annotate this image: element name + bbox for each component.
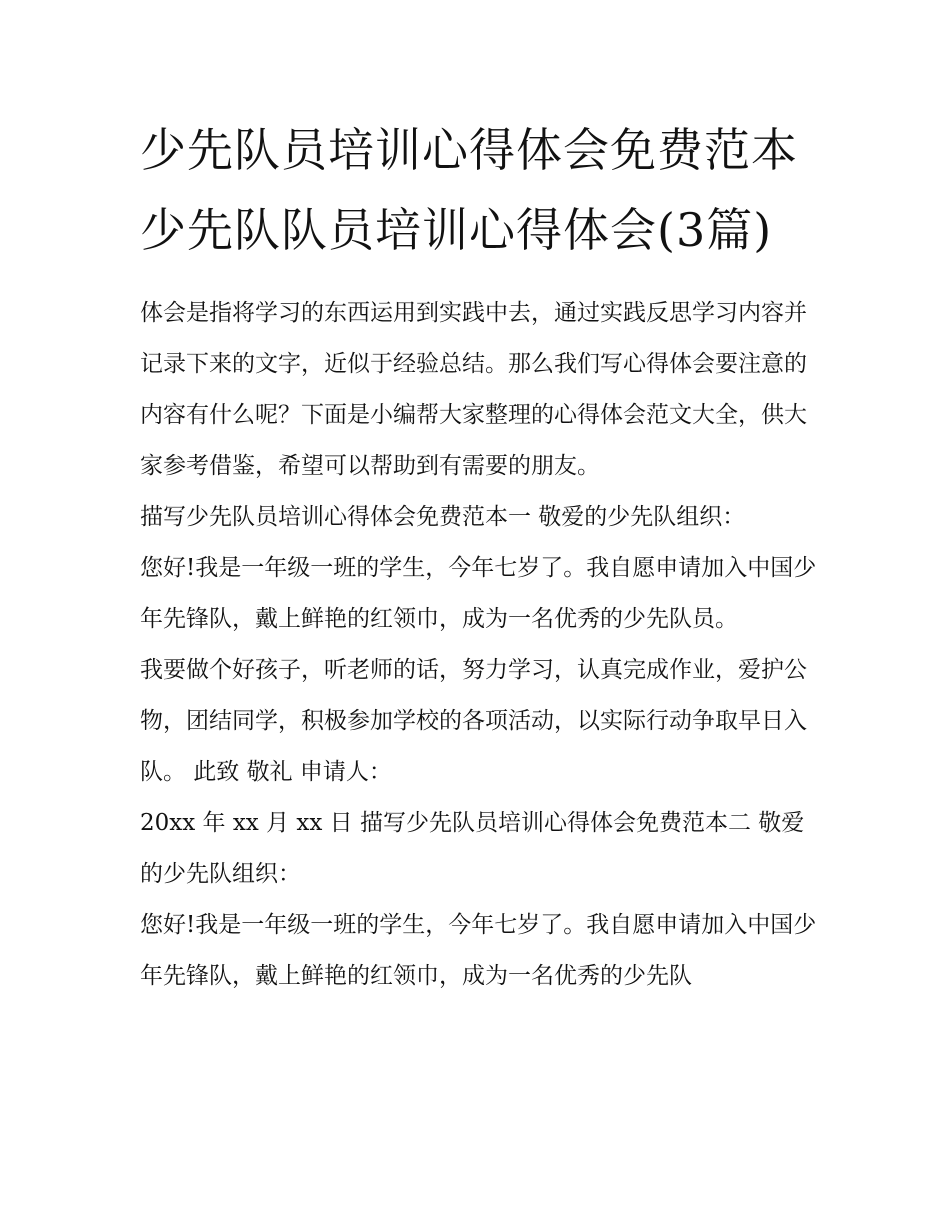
body-paragraph: 您好!我是一年级一班的学生，今年七岁了。我自愿申请加入中国少年先锋队，戴上鲜艳的红领巾，成为一名优秀的少先队员。 [140,555,817,632]
body-paragraph: 我要做个好孩子，听老师的话，努力学习，认真完成作业，爱护公物，团结同学，积极参加学校的各项活动，以实际行动争取早日入队。 此致 敬礼 申请人： [140,657,807,785]
document-page [140,110,820,1002]
intro-paragraph: 体会是指将学习的东西运用到实践中去，通过实践反思学习内容并记录下来的文字，近似于经验总结。那么我们写心得体会要注意的内容有什么呢？下面是小编帮大家整理的心得体会范文大全，供大家参考借鉴，希望可以帮助到有需要的朋友。 [140,300,807,479]
date-and-section-two-heading: 20xx 年 xx 月 xx 日 描写少先队员培训心得体会免费范本二 敬爱的少先队组织： [140,810,805,887]
section-one-heading: 描写少先队员培训心得体会免费范本一 敬爱的少先队组织： [140,504,746,530]
body-paragraph: 您好!我是一年级一班的学生，今年七岁了。我自愿申请加入中国少年先锋队，戴上鲜艳的红领巾，成为一名优秀的少先队 [140,912,817,989]
document-title: 少先队员培训心得体会免费范本 少先队队员培训心得体会(3篇) [140,123,798,257]
